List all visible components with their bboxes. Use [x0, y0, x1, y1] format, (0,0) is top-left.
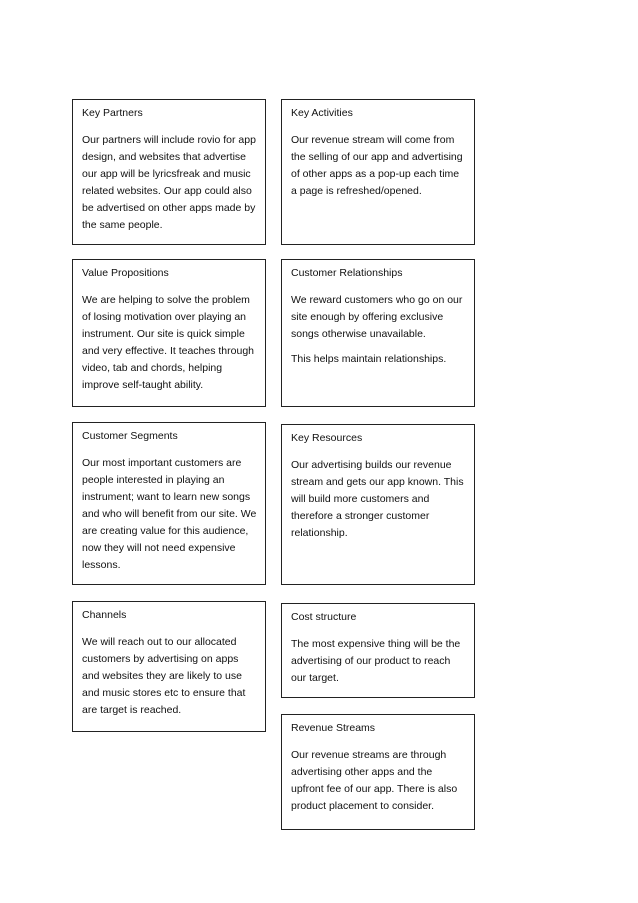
cost-structure-box [281, 603, 475, 698]
channels-box [72, 601, 266, 732]
revenue-streams-box [281, 714, 475, 830]
customer-segments-text: Our most important customers are people interested in playing an instrument; want to learn new songs and who will benefit from our site. We are creating value for this audience, now they will not need expensive lessons. [82, 457, 257, 571]
key-resources-title: Key Resources [291, 432, 363, 444]
cost-structure-title: Cost structure [291, 611, 357, 623]
channels-text: We will reach out to our allocated customers by advertising on apps and websites they are likely to use and music stores etc to ensure that are target is reached. [82, 636, 246, 716]
key-activities-box [281, 99, 475, 245]
key-partners-text: Our partners will include rovio for app design, and websites that advertise our app will be lyricsfreak and music related websites. Our app could also be advertised on other apps made by the same people. [82, 134, 256, 231]
key-activities-title: Key Activities [291, 107, 353, 119]
customer-relationships-text-2: This helps maintain relationships. [291, 353, 447, 365]
customer-segments-box [72, 422, 266, 585]
value-propositions-title: Value Propositions [82, 267, 169, 279]
value-propositions-text: We are helping to solve the problem of losing motivation over playing an instrument. Our site is quick simple and very effective. It teaches through video, tab and chords, helping improve self-taught ability. [82, 294, 254, 391]
cost-structure-text: The most expensive thing will be the advertising of our product to reach our target. [291, 638, 461, 684]
revenue-streams-title: Revenue Streams [291, 722, 376, 734]
key-resources-text: Our advertising builds our revenue stream and gets our app known. This will build more customers and therefore a stronger customer relationship. [291, 459, 464, 539]
value-propositions-box [72, 259, 266, 407]
key-partners-box [72, 99, 266, 245]
key-partners-title: Key Partners [82, 107, 143, 119]
key-resources-box [281, 424, 475, 585]
customer-relationships-title: Customer Relationships [291, 267, 403, 279]
key-activities-text: Our revenue stream will come from the selling of our app and advertising of other apps as a pop-up each time a page is refreshed/opened. [291, 134, 463, 197]
customer-segments-title: Customer Segments [82, 430, 178, 442]
customer-relationships-box [281, 259, 475, 407]
revenue-streams-text: Our revenue streams are through advertising other apps and the upfront fee of our app. There is also product placement to consider. [291, 749, 458, 812]
customer-relationships-text: We reward customers who go on our site enough by offering exclusive songs otherwise unavailable. [291, 294, 463, 340]
channels-title: Channels [82, 609, 127, 621]
